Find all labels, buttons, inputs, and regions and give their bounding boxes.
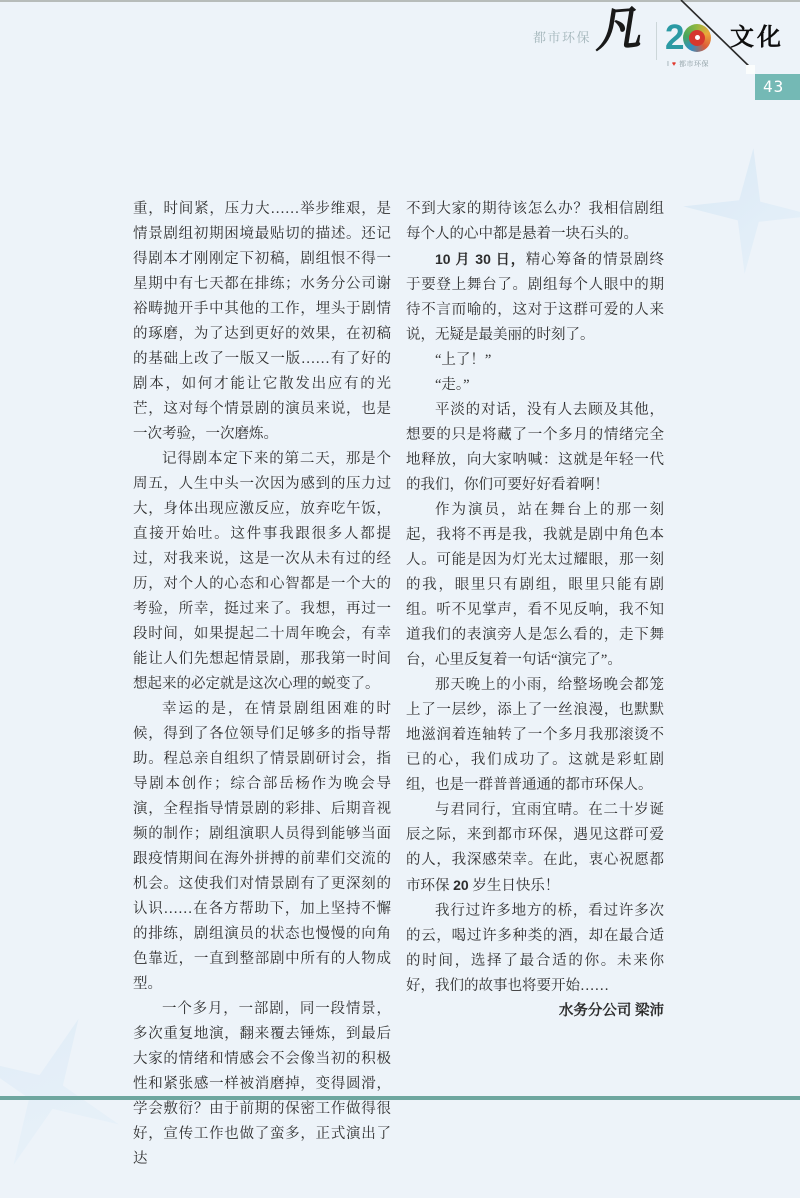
paragraph bbox=[406, 197, 664, 247]
anniversary-digit-two: 2 bbox=[665, 18, 683, 57]
header-divider bbox=[656, 22, 657, 60]
paragraph bbox=[133, 997, 391, 1172]
paragraph bbox=[133, 697, 391, 997]
paragraph bbox=[406, 348, 664, 373]
corner-square bbox=[746, 65, 755, 74]
body-text: 与君同行，宜雨宜晴。在二十岁诞辰之际，来到都市环保，遇见这群可爱的人，我深感荣幸。在此，衷心祝愿都市环保 bbox=[406, 802, 664, 894]
body-text: 那天晚上的小雨，给整场晚会都笼上了一层纱，添上了一丝浪漫，也默默地滋润着连轴转了一个多月我那滚烫不已的心，我们成功了。这就是彩虹剧组，也是一群普普通通的都市环保人。 bbox=[406, 677, 664, 793]
heart-icon: ♥ bbox=[671, 61, 677, 68]
paragraph bbox=[406, 673, 664, 798]
brand-text: 都市环保 bbox=[533, 30, 592, 45]
body-text: 一个多月，一部剧，同一段情景，多次重复地演，翻来覆去锤炼，到最后大家的情绪和情感会不会像当初的积极性和紧张感一样被消磨掉，变得圆滑，学会敷衍？由于前期的保密工作做得很好，宣传工作也做了蛮多，正式演出了达 bbox=[133, 1001, 391, 1167]
page-number-badge: 43 bbox=[755, 74, 800, 100]
calligraphy-mark: 凡 bbox=[591, 2, 643, 57]
body-text: “走。” bbox=[435, 377, 470, 393]
emphasis-text: 20 bbox=[453, 877, 469, 893]
body-text: “上了！” bbox=[435, 352, 492, 368]
body-text: 记得剧本定下来的第二天，那是个周五，人生中头一次因为感到的压力过大，身体出现应激反应，放弃吃午饭，直接开始吐。这件事我跟很多人都提过，对我来说，这是一次从未有过的经历，对个人的心态和心智都是一个大的考验，所幸，挺过来了。我想，再过一段时间，如果提起二十周年晚会，有幸能让人们先想起情景剧，那我第一时间想起来的必定就是这次心理的蜕变了。 bbox=[133, 451, 391, 692]
paragraph bbox=[406, 498, 664, 673]
paragraph bbox=[406, 247, 664, 348]
paragraph bbox=[133, 447, 391, 697]
paragraph bbox=[406, 899, 664, 999]
bottom-rule bbox=[0, 1096, 800, 1100]
body-text: 幸运的是，在情景剧组困难的时候，得到了各位领导们足够多的指导帮助。程总亲自组织了情景剧研讨会，指导剧本创作；综合部岳杨作为晚会导演，全程指导情景剧的彩排、后期音视频的制作；剧组演职人员得到能够当面跟疫情期间在海外拼搏的前辈们交流的机会。这使我们对情景剧有了更深刻的认识……在各方帮助下，加上坚持不懈的排练，剧组演员的状态也慢慢的向角色靠近，一直到整部剧中所有的人物成型。 bbox=[133, 701, 391, 992]
paragraph bbox=[406, 373, 664, 398]
right-column bbox=[406, 197, 664, 1172]
logo-caption-text: 都市环保 bbox=[679, 61, 709, 68]
body-text: 精心筹备的情景剧终于要登上舞台了。剧组每个人眼中的期待不言而喻的，这对于这群可爱的人来说，无疑是最美丽的时刻了。 bbox=[406, 252, 664, 343]
emphasis-text: 10 月 30 日， bbox=[435, 251, 526, 267]
article-body bbox=[133, 197, 664, 1172]
body-text: 作为演员，站在舞台上的那一刻起，我将不再是我，我就是剧中角色本人。可能是因为灯光太过耀眼，那一刻的我，眼里只有剧组，眼里只能有剧组。听不见掌声，看不见反响，我不知道我们的表演旁人是怎么看的，走下舞台，心里反复着一句话“演完了”。 bbox=[406, 502, 664, 668]
body-text: 重，时间紧，压力大……举步维艰，是情景剧组初期困境最贴切的描述。还记得剧本才刚刚定下初稿，剧组恨不得一星期中有七天都在排练；水务分公司谢裕畴抛开手中其他的工作，埋头于剧情的琢磨，为了达到更好的效果，在初稿的基础上改了一版又一版……有了好的剧本，如何才能让它散发出应有的光芒，这对每个情景剧的演员来说，也是一次考验，一次磨炼。 bbox=[133, 201, 391, 442]
sparkle-watermark-icon bbox=[679, 144, 800, 279]
section-label: 文化 bbox=[730, 24, 784, 51]
paragraph bbox=[133, 197, 391, 447]
paragraph bbox=[406, 398, 664, 498]
author-signature: 水务分公司 梁沛 bbox=[558, 1003, 664, 1019]
left-column bbox=[133, 197, 391, 1172]
body-text: 我行过许多地方的桥，看过许多次的云，喝过许多种类的酒，却在最合适的时间，选择了最合适的你。未来你好，我们的故事也将要开始…… bbox=[406, 903, 664, 994]
body-text: 平淡的对话，没有人去顾及其他，想要的只是将藏了一个多月的情绪完全地释放，向大家呐喊：这就是年轻一代的我们，你们可要好好看着啊！ bbox=[406, 402, 664, 493]
sparkle-watermark-bottom-icon bbox=[0, 986, 152, 1197]
logo-caption-i: I bbox=[666, 61, 670, 68]
body-text: 不到大家的期待该怎么办？我相信剧组每个人的心中都是悬着一块石头的。 bbox=[406, 201, 664, 242]
paragraph bbox=[406, 798, 664, 899]
body-text: 岁生日快乐！ bbox=[468, 878, 560, 894]
